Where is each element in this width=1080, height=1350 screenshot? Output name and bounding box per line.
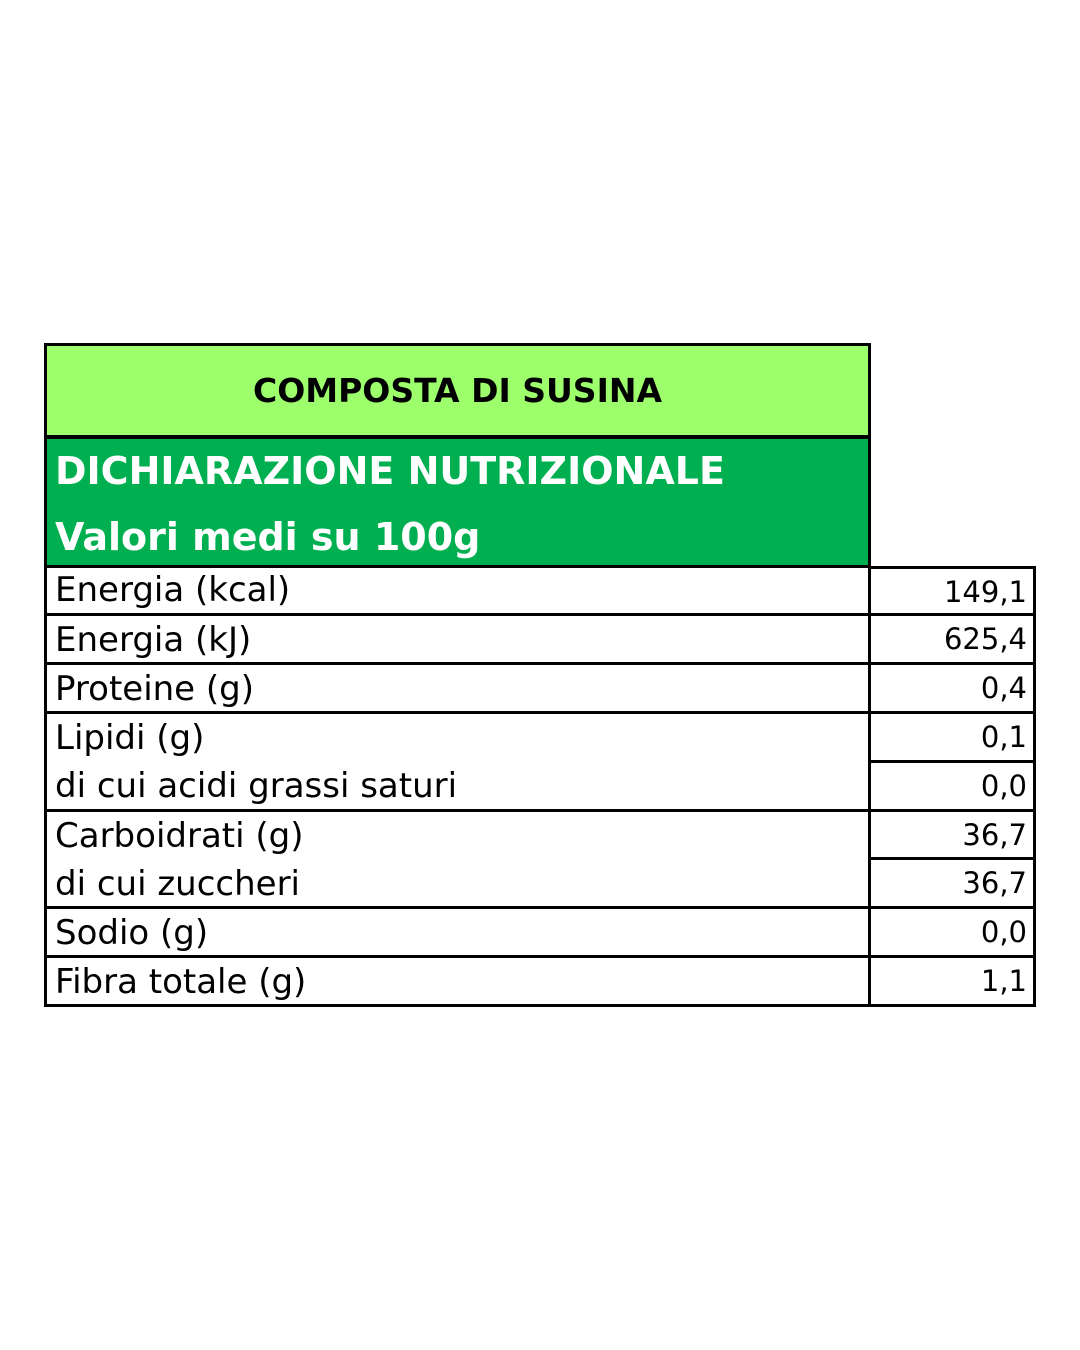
label-acidi-grassi-saturi: di cui acidi grassi saturi (55, 766, 458, 806)
row-sodio-label (44, 909, 871, 958)
value-proteine: 0,4 (868, 665, 1036, 714)
value-energia-kcal: 149,1 (868, 566, 1036, 616)
value-sodio: 0,0 (868, 909, 1036, 958)
label-lipidi: Lipidi (g) (55, 718, 205, 758)
value-lipidi: 0,1 (868, 714, 1036, 763)
row-lipidi-label (44, 714, 871, 812)
product-title (44, 343, 871, 438)
row-energia-kcal-label (44, 566, 871, 616)
declaration-basis: Valori medi su 100g (55, 515, 481, 559)
label-fibra: Fibra totale (g) (55, 962, 307, 1002)
declaration-header (44, 436, 871, 568)
label-energia-kcal: Energia (kcal) (55, 570, 291, 610)
row-proteine-label (44, 665, 871, 714)
row-energia-kj-label (44, 616, 871, 665)
label-sodio: Sodio (g) (55, 913, 209, 953)
product-title-text: COMPOSTA DI SUSINA (252, 371, 663, 410)
row-fibra-label (44, 958, 871, 1007)
label-proteine: Proteine (g) (55, 669, 255, 709)
row-carboidrati-label (44, 812, 871, 909)
label-zuccheri: di cui zuccheri (55, 864, 301, 904)
value-acidi-grassi-saturi: 0,0 (868, 763, 1036, 812)
declaration-title: DICHIARAZIONE NUTRIZIONALE (55, 449, 725, 493)
label-carboidrati: Carboidrati (g) (55, 816, 304, 856)
value-energia-kj: 625,4 (868, 616, 1036, 665)
value-zuccheri: 36,7 (868, 860, 1036, 909)
label-energia-kj: Energia (kJ) (55, 620, 252, 660)
value-carboidrati: 36,7 (868, 812, 1036, 860)
value-fibra: 1,1 (868, 958, 1036, 1007)
